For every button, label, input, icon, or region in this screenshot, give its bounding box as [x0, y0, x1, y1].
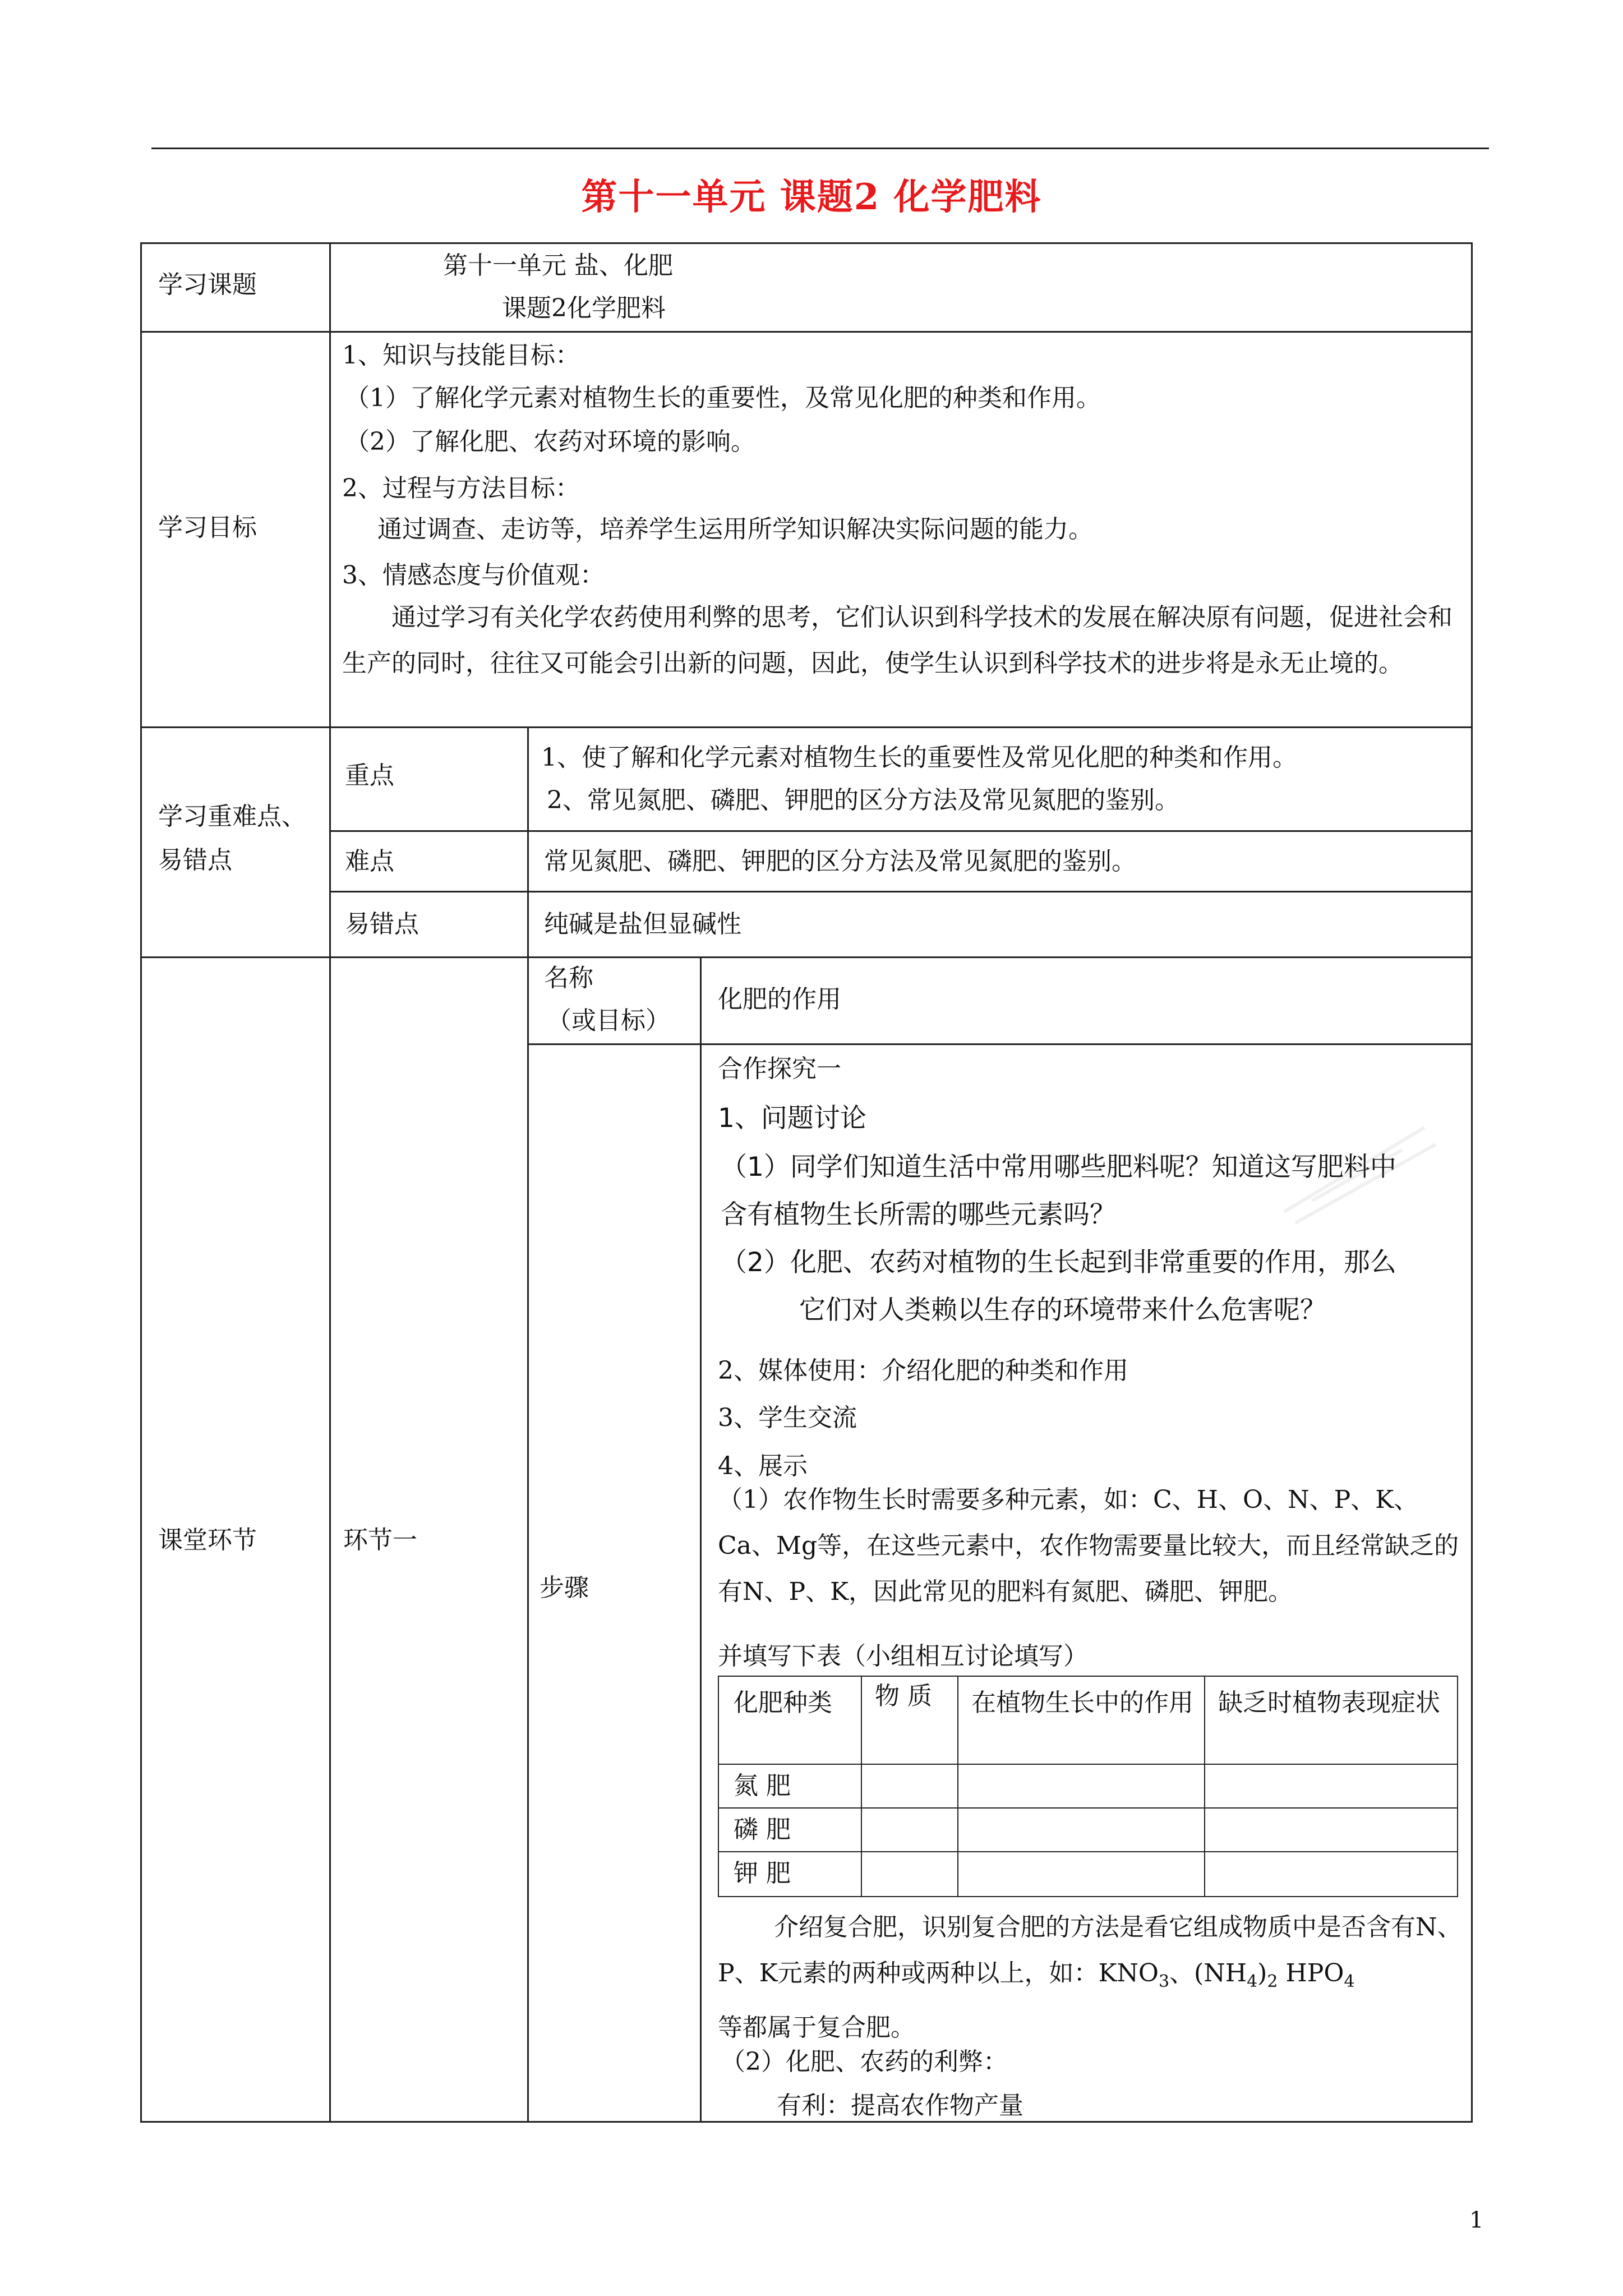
goal-item: 2、过程与方法目标：	[342, 474, 580, 503]
coop-title: 合作探究一	[718, 1055, 841, 1083]
table-row-potassium: 钾 肥	[734, 1859, 791, 1888]
class-section-label: 课堂环节	[158, 1526, 257, 1554]
goal-item: （2）了解化肥、农药对环境的影响。	[345, 427, 755, 456]
focus-item-2: 2、常见氮肥、磷肥、钾肥的区分方法及常见氮肥的鉴别。	[547, 786, 1179, 815]
error-label: 易错点	[345, 910, 419, 938]
benefit: 有利：提高农作物产量	[777, 2091, 1023, 2120]
focus-label: 重点	[345, 761, 394, 790]
table-header-substance: 物 质	[875, 1682, 932, 1710]
topic-line-2: 课题2化学肥料	[502, 294, 666, 323]
show-step: 4、展示	[718, 1452, 808, 1480]
goals-label: 学习目标	[158, 513, 257, 542]
focus-item-1: 1、使了解和化学元素对植物生长的重要性及常见化肥的种类和作用。	[541, 743, 1297, 772]
difficulty-text: 常见氮肥、磷肥、钾肥的区分方法及常见氮肥的鉴别。	[544, 847, 1136, 876]
topic-line-1: 第十一单元 盐、化肥	[443, 251, 673, 280]
media-step: 2、媒体使用：介绍化肥的种类和作用	[718, 1356, 1128, 1385]
header-rule	[151, 148, 1489, 149]
keypoints-label-1: 学习重难点、	[158, 802, 306, 831]
name-value: 化肥的作用	[718, 985, 841, 1014]
difficulty-label: 难点	[345, 847, 394, 876]
discuss-title: 1、问题讨论	[718, 1103, 866, 1134]
table-header-role: 在植物生长中的作用	[971, 1688, 1193, 1717]
name-label-1: 名称	[544, 964, 593, 992]
compound-intro: 介绍复合肥，识别复合肥的方法是看它组成物质中是否含有N、P、K元素的两种或两种以上，如：$KNO_3$、$(NH_4)_2$ $HPO_4$ 等都属于复合肥。	[718, 1913, 1462, 2042]
goal-item: 3、情感态度与价值观：	[342, 561, 605, 590]
page-title: 第十一单元 课题2 化学肥料	[581, 176, 1042, 218]
question-2-line-2: 它们对人类赖以生存的环境带来什么危害呢？	[799, 1295, 1326, 1326]
page-number: 1	[1469, 2207, 1484, 2233]
steps-label: 步骤	[540, 1573, 589, 1602]
name-label-2: （或目标）	[547, 1006, 670, 1035]
faint-watermark-mark	[1279, 1111, 1447, 1234]
question-1-line-2: 含有植物生长所需的哪些元素吗？	[721, 1199, 1116, 1230]
question-2-line-1: （2）化肥、农药对植物的生长起到非常重要的作用，那么	[721, 1247, 1396, 1278]
question-1-line-1: （1）同学们知道生活中常用哪些肥料呢？知道这写肥料中	[721, 1152, 1396, 1182]
goal-item: 通过调查、走访等，培养学生运用所学知识解决实际问题的能力。	[377, 515, 1093, 544]
topic-label: 学习课题	[158, 270, 257, 299]
goals-paragraph: 通过学习有关化学农药使用利弊的思考，它们认识到科学技术的发展在解决原有问题，促进社会和生产的同时，往往又可能会引出新的问题，因此，使学生认识到科学技术的进步将是永无止境的。	[342, 603, 1453, 678]
error-text: 纯碱是盐但显碱性	[544, 910, 741, 938]
stage-label: 环节一	[343, 1526, 417, 1554]
table-header-type: 化肥种类	[734, 1688, 832, 1717]
show-paragraph: （1）农作物生长时需要多种元素，如：C、H、O、N、P、K、Ca、Mg等，在这些元素中，农作物需要量比较大，而且经常缺乏的有N、P、K，因此常见的肥料有氮肥、磷肥、钾肥。	[718, 1485, 1459, 1606]
keypoints-label-2: 易错点	[158, 846, 232, 875]
exchange-step: 3、学生交流	[718, 1404, 857, 1432]
table-row-nitrogen: 氮 肥	[734, 1772, 791, 1800]
fill-note: 并填写下表（小组相互讨论填写）	[718, 1642, 1088, 1671]
table-header-symptom: 缺乏时植物表现症状	[1218, 1688, 1440, 1717]
pros-cons: （2）化肥、农药的利弊：	[721, 2047, 1008, 2076]
goal-item: 1、知识与技能目标：	[342, 341, 580, 370]
goal-item: （1）了解化学元素对植物生长的重要性，及常见化肥的种类和作用。	[345, 384, 1101, 412]
table-row-phosphorus: 磷 肥	[734, 1815, 791, 1844]
